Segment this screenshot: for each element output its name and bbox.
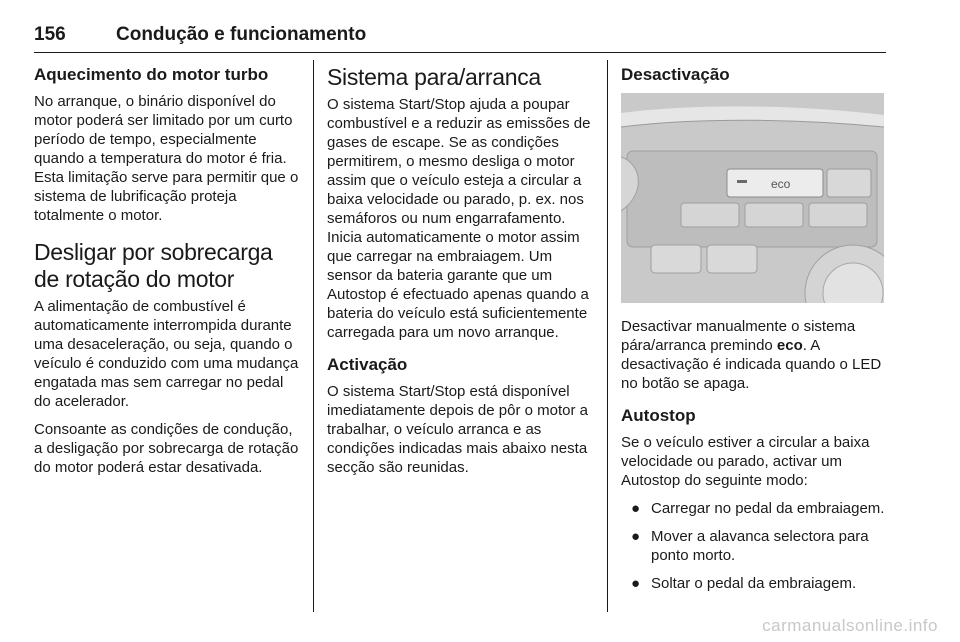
heading-overrun-cutoff: Desligar por sobrecarga de rotação do motor (34, 239, 273, 292)
list-item-text: Mover a alavanca selectora para ponto morto. (651, 528, 869, 564)
list-item-text: Carregar no pedal da embraiagem. (651, 500, 885, 517)
paragraph-autostop: Se o veículo estiver a circular a baixa velocidade ou parado, activar um Autostop do seguinte modo: (621, 434, 870, 489)
eco-button-label: eco (771, 177, 791, 191)
column-right (621, 64, 889, 602)
page-number: 156 (34, 24, 66, 45)
heading-turbo-warmup: Aquecimento do motor turbo (34, 65, 269, 84)
column-middle (327, 64, 595, 486)
paragraph-activation: O sistema Start/Stop está disponível imediatamente depois de pôr o motor a trabalhar, o veículo arranca e as condições indicadas mais abaixo nesta secção são reunidas. (327, 383, 588, 476)
page-header (34, 24, 886, 53)
paragraph-deactivation (621, 317, 889, 393)
column-left (34, 64, 302, 486)
autostop-steps (621, 499, 889, 593)
dashboard-illustration (621, 93, 884, 303)
bullet-icon: ● (631, 528, 641, 545)
led-icon (737, 180, 747, 183)
text-run: Desactivar manualmente o sistema pára/arranca premindo (621, 318, 856, 354)
heading-autostop: Autostop (621, 406, 696, 425)
text-run: . A desactivação é indicada quando o LED no botão se apaga. (621, 337, 882, 392)
bullet-icon: ● (631, 500, 641, 517)
column-divider (607, 60, 608, 612)
paragraph-turbo-warmup: No arranque, o binário disponível do motor poderá ser limitado por um curto período de tempo, especialmente quando a temperatura do motor é fria. Esta limitação serve para permitir que o sistema de lubrificação proteja totalmente o motor. (34, 93, 299, 224)
eco-keyword: eco (776, 337, 803, 354)
paragraph-start-stop: O sistema Start/Stop ajuda a poupar combustível e a reduzir as emissões de gases de escape. Se as condições permitirem, o mesmo desliga o motor assim que o veículo esteja a circular a baixa velocidade ou parado, p. ex. nos semáforos ou num engarrafamento. Inicia automaticamente o motor assim que carregar na embraiagem. Um sensor da bateria garante que um Autostop é efectuado apenas quando a bateria do veículo está suficientemente carregada para um novo arranque. (327, 96, 591, 341)
list-item-text: Soltar o pedal da embraiagem. (651, 575, 857, 592)
list-item (621, 574, 889, 593)
watermark: carmanualsonline.info (762, 616, 938, 635)
heading-start-stop: Sistema para/arranca (327, 64, 541, 90)
heading-deactivation: Desactivação (621, 65, 730, 84)
paragraph-overrun-cutoff-2: Consoante as condições de condução, a desligação por sobrecarga de rotação do motor poderá estar desativada. (34, 421, 299, 476)
column-divider (313, 60, 314, 612)
paragraph-overrun-cutoff-1: A alimentação de combustível é automaticamente interrompida durante uma desaceleração, ou seja, quando o veículo é conduzido com uma mudança engatada mas sem carregar no pedal do acelerador. (34, 298, 299, 410)
list-item (621, 499, 889, 518)
bullet-icon: ● (631, 575, 641, 592)
list-item (621, 527, 889, 565)
heading-activation: Activação (327, 355, 408, 374)
figure-eco-button (621, 93, 884, 303)
page-title: Condução e funcionamento (116, 24, 367, 45)
